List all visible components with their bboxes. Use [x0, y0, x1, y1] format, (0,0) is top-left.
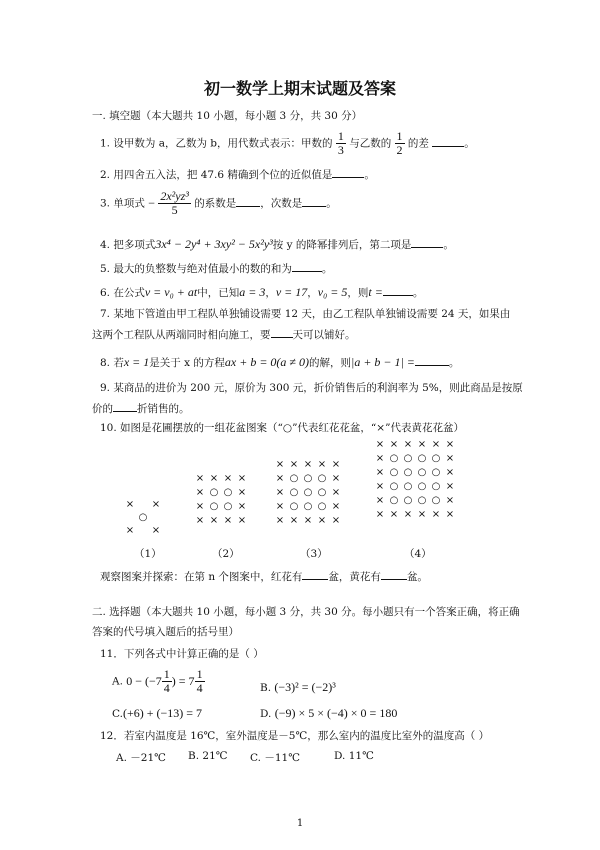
red-flower-pot-circle: ○: [389, 495, 399, 506]
red-flower-pot-circle: ○: [431, 481, 441, 492]
yellow-flower-pot-cross: ×: [375, 481, 385, 492]
option-d[interactable]: D. (−9) × 5 × (−4) × 0 = 180: [260, 706, 398, 720]
yellow-flower-pot-cross: ×: [151, 499, 161, 510]
yellow-flower-pot-cross: ×: [445, 509, 455, 520]
red-flower-pot-circle: ○: [431, 495, 441, 506]
question-1: 1. 设甲数为 a，乙数为 b，用代数式表示：甲数的 $\frac{1}{3}$ 与乙数的 $\frac{1}{2}$ 的差 。: [100, 129, 475, 157]
red-flower-pot-circle: ○: [389, 481, 399, 492]
red-flower-pot-circle: ○: [431, 453, 441, 464]
yellow-flower-pot-cross: ×: [275, 501, 285, 512]
q12-option-b[interactable]: B. 21℃: [188, 750, 228, 762]
yellow-flower-pot-cross: ×: [417, 509, 427, 520]
red-flower-pot-circle: ○: [431, 467, 441, 478]
question-10-observe: 观察图案并探索：在第 n 个图案中，红花有 盆，黄花有 盆。: [100, 568, 428, 584]
yellow-flower-pot-cross: ×: [431, 509, 441, 520]
yellow-flower-pot-cross: ×: [375, 453, 385, 464]
question-4: 4. 把多项式3x⁴ − 2y⁴ + 3xy² − 5x²y³按 y 的降幂排列后，第二项是 。: [100, 237, 454, 251]
yellow-flower-pot-cross: ×: [445, 439, 455, 450]
red-flower-pot-circle: ○: [289, 473, 299, 484]
yellow-flower-pot-cross: ×: [445, 453, 455, 464]
answer-blank[interactable]: [302, 568, 328, 580]
polynomial: 3x⁴ − 2y⁴ + 3xy² − 5x²y³: [155, 237, 273, 251]
question-7-line-2: 这两个工程队从两端同时相向施工，要 天可以铺好。: [92, 326, 356, 342]
yellow-flower-pot-cross: ×: [275, 515, 285, 526]
yellow-flower-pot-cross: ×: [223, 515, 233, 526]
yellow-flower-pot-cross: ×: [289, 515, 299, 526]
yellow-flower-pot-cross: ×: [317, 459, 327, 470]
yellow-flower-pot-cross: ×: [375, 467, 385, 478]
monomial: − $\frac{\text{2x²yz³}}{5}$: [148, 189, 189, 217]
red-flower-pot-circle: ○: [389, 453, 399, 464]
red-flower-pot-circle: ○: [403, 453, 413, 464]
section-1-heading: 一. 填空题（本大题共 10 小题，每小题 3 分，共 30 分）: [92, 110, 363, 122]
yellow-flower-pot-cross: ×: [275, 487, 285, 498]
yellow-flower-pot-cross: ×: [275, 459, 285, 470]
yellow-flower-pot-cross: ×: [209, 473, 219, 484]
option-c[interactable]: C.(+6) + (−13) = 7: [112, 706, 203, 720]
yellow-flower-pot-cross: ×: [237, 515, 247, 526]
q12-option-d[interactable]: D. 11℃: [334, 750, 374, 762]
question-3: 3. 单项式 − $\frac{\text{2x²yz³}}{5}$ 的系数是 ，次数是 。: [100, 189, 337, 217]
yellow-flower-pot-cross: ×: [389, 439, 399, 450]
question-5: 5. 最大的负整数与绝对值最小的数的和为 。: [100, 260, 332, 276]
yellow-flower-pot-cross: ×: [317, 515, 327, 526]
yellow-flower-pot-cross: ×: [195, 487, 205, 498]
yellow-flower-pot-cross: ×: [331, 501, 341, 512]
pattern-caption-1: （1）: [134, 548, 162, 560]
red-flower-pot-circle: ○: [209, 501, 219, 512]
red-flower-pot-circle: ○: [389, 467, 399, 478]
yellow-flower-pot-cross: ×: [237, 487, 247, 498]
fraction-one-third: $\frac{1}{3}$: [337, 129, 344, 157]
page-number: 1: [296, 818, 304, 829]
red-flower-pot-circle: ○: [303, 487, 313, 498]
yellow-flower-pot-cross: ×: [375, 495, 385, 506]
red-flower-pot-circle: ○: [209, 487, 219, 498]
red-flower-pot-circle: ○: [303, 473, 313, 484]
yellow-flower-pot-cross: ×: [195, 515, 205, 526]
question-11-stem: 11．下列各式中计算正确的是（ ）: [100, 648, 264, 660]
section-2-heading-line-1: 二. 选择题（本大题共 10 小题，每小题 3 分，共 30 分。每小题只有一个答案正确，将正确: [92, 606, 520, 618]
pattern-caption-2: （2）: [212, 548, 240, 560]
yellow-flower-pot-cross: ×: [275, 473, 285, 484]
yellow-flower-pot-cross: ×: [331, 473, 341, 484]
yellow-flower-pot-cross: ×: [195, 473, 205, 484]
yellow-flower-pot-cross: ×: [195, 501, 205, 512]
question-10-line-1: 10. 如图是花圃摆放的一组花盆图案（“○”代表红花花盆，“×”代表黄花花盆）: [100, 422, 464, 434]
question-9-line-2: 价的 折销售的。: [92, 400, 190, 416]
option-b[interactable]: B. (−3)² = (−2)³: [260, 680, 336, 694]
red-flower-pot-circle: ○: [317, 473, 327, 484]
yellow-flower-pot-cross: ×: [209, 515, 219, 526]
yellow-flower-pot-cross: ×: [151, 525, 161, 536]
yellow-flower-pot-cross: ×: [403, 439, 413, 450]
yellow-flower-pot-cross: ×: [417, 439, 427, 450]
red-flower-pot-circle: ○: [417, 495, 427, 506]
red-flower-pot-circle: ○: [403, 481, 413, 492]
yellow-flower-pot-cross: ×: [125, 499, 135, 510]
yellow-flower-pot-cross: ×: [375, 439, 385, 450]
yellow-flower-pot-cross: ×: [403, 509, 413, 520]
page-title: 初一数学上期末试题及答案: [203, 79, 396, 98]
yellow-flower-pot-cross: ×: [445, 495, 455, 506]
red-flower-pot-circle: ○: [417, 453, 427, 464]
answer-blank[interactable]: [381, 568, 407, 580]
yellow-flower-pot-cross: ×: [445, 467, 455, 478]
fraction-one-half: $\frac{1}{2}$: [396, 129, 403, 157]
red-flower-pot-circle: ○: [138, 512, 148, 523]
yellow-flower-pot-cross: ×: [389, 509, 399, 520]
question-9-line-1: 9. 某商品的进价为 200 元，原价为 300 元，折价销售后的利润率为 5%，则此商品是按原: [100, 382, 523, 394]
red-flower-pot-circle: ○: [223, 501, 233, 512]
red-flower-pot-circle: ○: [403, 467, 413, 478]
question-6: 6. 在公式v = v₀ + at中，已知a = 3，v = 17，v₀ = 5，则t = 。: [100, 285, 424, 299]
yellow-flower-pot-cross: ×: [431, 439, 441, 450]
option-a[interactable]: A. 0 − (−7 $\frac{1}{4}$ ) = 7 $\frac{1}{4}$: [112, 667, 203, 695]
yellow-flower-pot-cross: ×: [331, 515, 341, 526]
yellow-flower-pot-cross: ×: [303, 459, 313, 470]
red-flower-pot-circle: ○: [417, 467, 427, 478]
yellow-flower-pot-cross: ×: [331, 487, 341, 498]
question-8: 8. 若x = 1是关于 x 的方程ax + b = 0(a ≠ 0)的解，则|a + b − 1| = 。: [100, 355, 460, 369]
red-flower-pot-circle: ○: [289, 501, 299, 512]
red-flower-pot-circle: ○: [403, 495, 413, 506]
pattern-caption-4: （4）: [404, 548, 432, 560]
question-2: 2. 用四舍五入法，把 47.6 精确到个位的近似值是 。: [100, 166, 375, 182]
section-2-heading-line-2: 答案的代号填入题后的括号里）: [92, 626, 239, 638]
yellow-flower-pot-cross: ×: [237, 501, 247, 512]
yellow-flower-pot-cross: ×: [375, 509, 385, 520]
red-flower-pot-circle: ○: [289, 487, 299, 498]
red-flower-pot-circle: ○: [303, 501, 313, 512]
question-7-line-1: 7. 某地下管道由甲工程队单独铺设需要 12 天，由乙工程队单独铺设需要 24 天，如果由: [100, 308, 511, 320]
red-flower-pot-circle: ○: [417, 481, 427, 492]
pattern-caption-3: （3）: [300, 548, 328, 560]
yellow-flower-pot-cross: ×: [125, 525, 135, 536]
yellow-flower-pot-cross: ×: [237, 473, 247, 484]
yellow-flower-pot-cross: ×: [303, 515, 313, 526]
q12-option-c[interactable]: C. －11℃: [250, 752, 300, 764]
red-flower-pot-circle: ○: [317, 501, 327, 512]
q12-option-a[interactable]: A. －21℃: [116, 752, 166, 764]
yellow-flower-pot-cross: ×: [223, 473, 233, 484]
yellow-flower-pot-cross: ×: [289, 459, 299, 470]
yellow-flower-pot-cross: ×: [445, 481, 455, 492]
red-flower-pot-circle: ○: [317, 487, 327, 498]
red-flower-pot-circle: ○: [223, 487, 233, 498]
question-12-stem: 12．若室内温度是 16℃，室外温度是－5℃，那么室内的温度比室外的温度高（ ）: [100, 730, 490, 742]
yellow-flower-pot-cross: ×: [331, 459, 341, 470]
